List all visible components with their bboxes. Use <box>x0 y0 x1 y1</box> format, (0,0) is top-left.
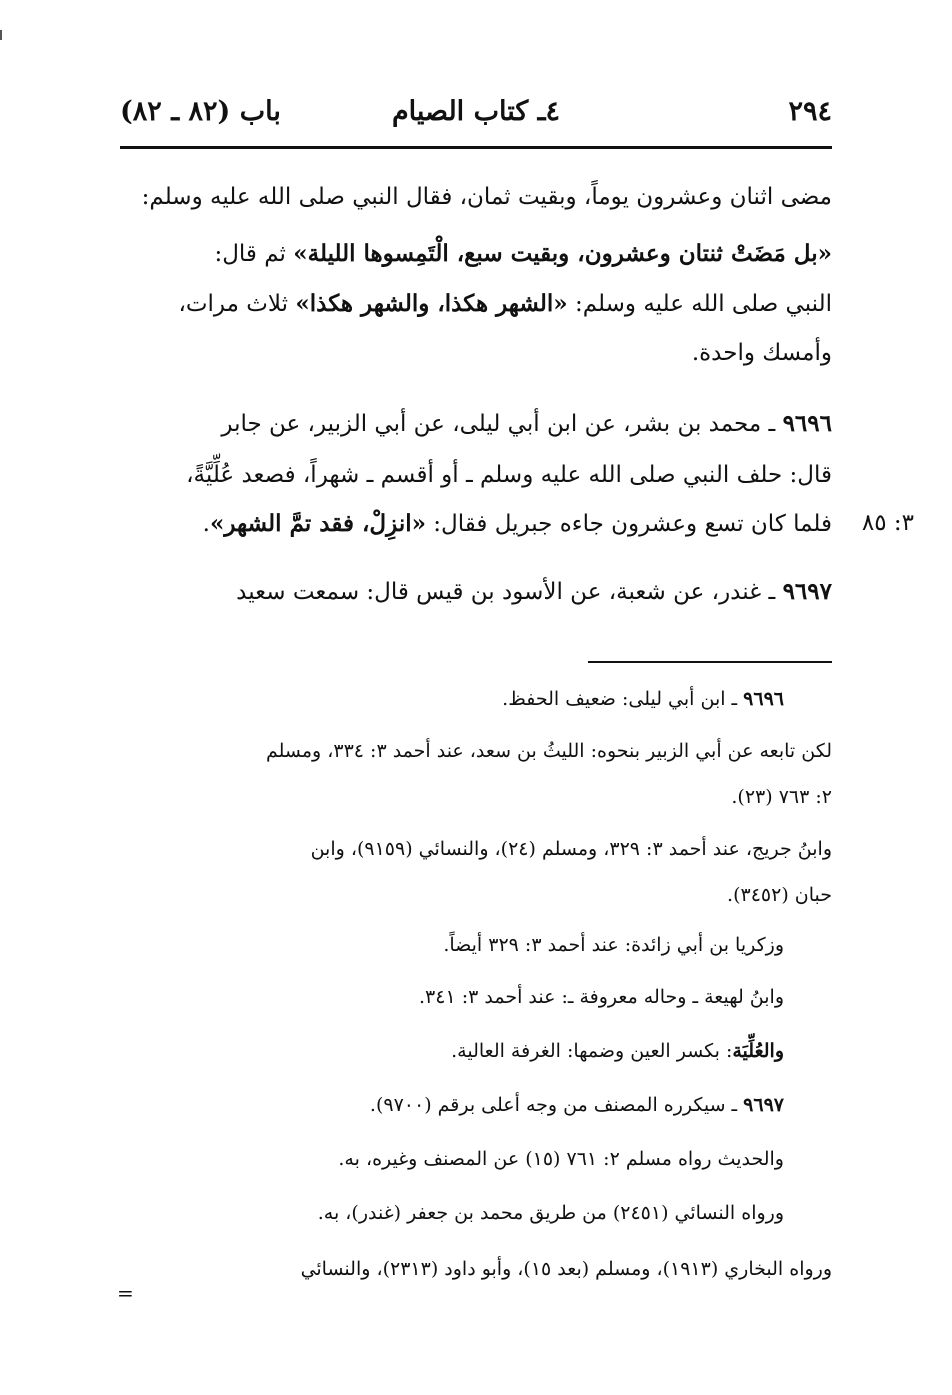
footnote-9696 <box>502 688 784 710</box>
para3-line1-text: ـ غندر، عن شعبة، عن الأسود بن قيس قال: سمعت سعيد <box>236 579 783 605</box>
footnote-line: حبان (٣٤٥٢). <box>727 884 832 906</box>
footnote-line: وزكريا بن أبي زائدة: عند أحمد ٣: ٣٢٩ أيضاً. <box>443 934 784 956</box>
para1-line2-rest: ثم قال: <box>214 241 294 267</box>
margin-reference: ٣: ٨٥ <box>861 510 914 536</box>
footnote-rule <box>588 661 832 663</box>
para1-line3-start: النبي صلى الله عليه وسلم: <box>567 291 832 317</box>
quote-bold: «الشهر هكذا، والشهر هكذا» <box>295 290 568 317</box>
footnote-line: ٢: ٧٦٣ (٢٣). <box>731 786 832 808</box>
chapter-label: باب (٨٢ ـ ٨٢) <box>120 96 281 127</box>
para1-line2 <box>120 240 832 267</box>
book-title: ٤ـ كتاب الصيام <box>391 96 561 127</box>
footnote-line: وابنُ لهيعة ـ وحاله معروفة ـ: عند أحمد ٣: ٣٤١. <box>418 986 784 1008</box>
para2-line3 <box>120 510 832 537</box>
scan-edge-mark <box>0 30 6 40</box>
footnote-text: ـ سيكرره المصنف من وجه أعلى برقم (٩٧٠٠). <box>369 1094 744 1116</box>
page-number: ٢٩٤ <box>788 96 832 127</box>
para1-line3-end: ثلاث مرات، <box>178 291 296 317</box>
hadith-number: ٩٦٩٦ <box>782 410 832 437</box>
footnote-line: لكن تابعه عن أبي الزبير بنحوه: الليثُ بن سعد، عند أحمد ٣: ٣٣٤، ومسلم <box>265 740 832 762</box>
para2-line1-text: ـ محمد بن بشر، عن ابن أبي ليلى، عن أبي الزبير، عن جابر <box>221 411 783 437</box>
footnote-text: ـ ابن أبي ليلى: ضعيف الحفظ. <box>502 688 744 710</box>
footnote-line <box>451 1040 784 1062</box>
footnote-line: ورواه البخاري (١٩١٣)، ومسلم (بعد ١٥)، وأبو داود (٢٣١٣)، والنسائي <box>300 1258 832 1280</box>
running-header <box>120 96 832 136</box>
footnote-line: والحديث رواه مسلم ٢: ٧٦١ (١٥) عن المصنف وغيره، به. <box>338 1148 784 1170</box>
footnote-number: ٩٦٩٦ <box>743 688 784 710</box>
footnote-line: ورواه النسائي (٢٤٥١) من طريق محمد بن جعفر (غندر)، به. <box>317 1202 784 1224</box>
para1-line1: مضى اثنان وعشرون يوماً، وبقيت ثمان، فقال النبي صلى الله عليه وسلم: <box>141 184 832 210</box>
hadith-number: ٩٦٩٧ <box>782 578 832 605</box>
quote-bold: «انزِلْ، فقد تمَّ الشهر» <box>209 510 426 537</box>
glossary-term: والعُلِّيَة <box>732 1040 784 1062</box>
glossary-definition: : بكسر العين وضمها: الغرفة العالية. <box>451 1040 733 1062</box>
para1-line3 <box>120 290 832 317</box>
continuation-mark: = <box>117 1281 134 1305</box>
header-rule <box>120 146 832 149</box>
para1-line4: وأمسك واحدة. <box>691 340 832 366</box>
para2-line2: قال: حلف النبي صلى الله عليه وسلم ـ أو أقسم ـ شهراً، فصعد عُلِّيَّةً، <box>186 462 832 488</box>
footnote-line: وابنُ جريج، عند أحمد ٣: ٣٢٩، ومسلم (٢٤)، والنسائي (٩١٥٩)، وابن <box>310 838 832 860</box>
para3-line1 <box>120 578 832 605</box>
quote-bold: «بل مَضَتْ ثنتان وعشرون، وبقيت سبع، الْتَمِسوها الليلة» <box>293 240 832 267</box>
footnote-number: ٩٦٩٧ <box>743 1094 784 1116</box>
para2-line3-start: فلما كان تسع وعشرون جاءه جبريل فقال: <box>426 511 832 537</box>
para2-line3-end: . <box>202 511 210 537</box>
footnote-9697 <box>370 1094 784 1116</box>
para2-line1 <box>120 410 832 437</box>
